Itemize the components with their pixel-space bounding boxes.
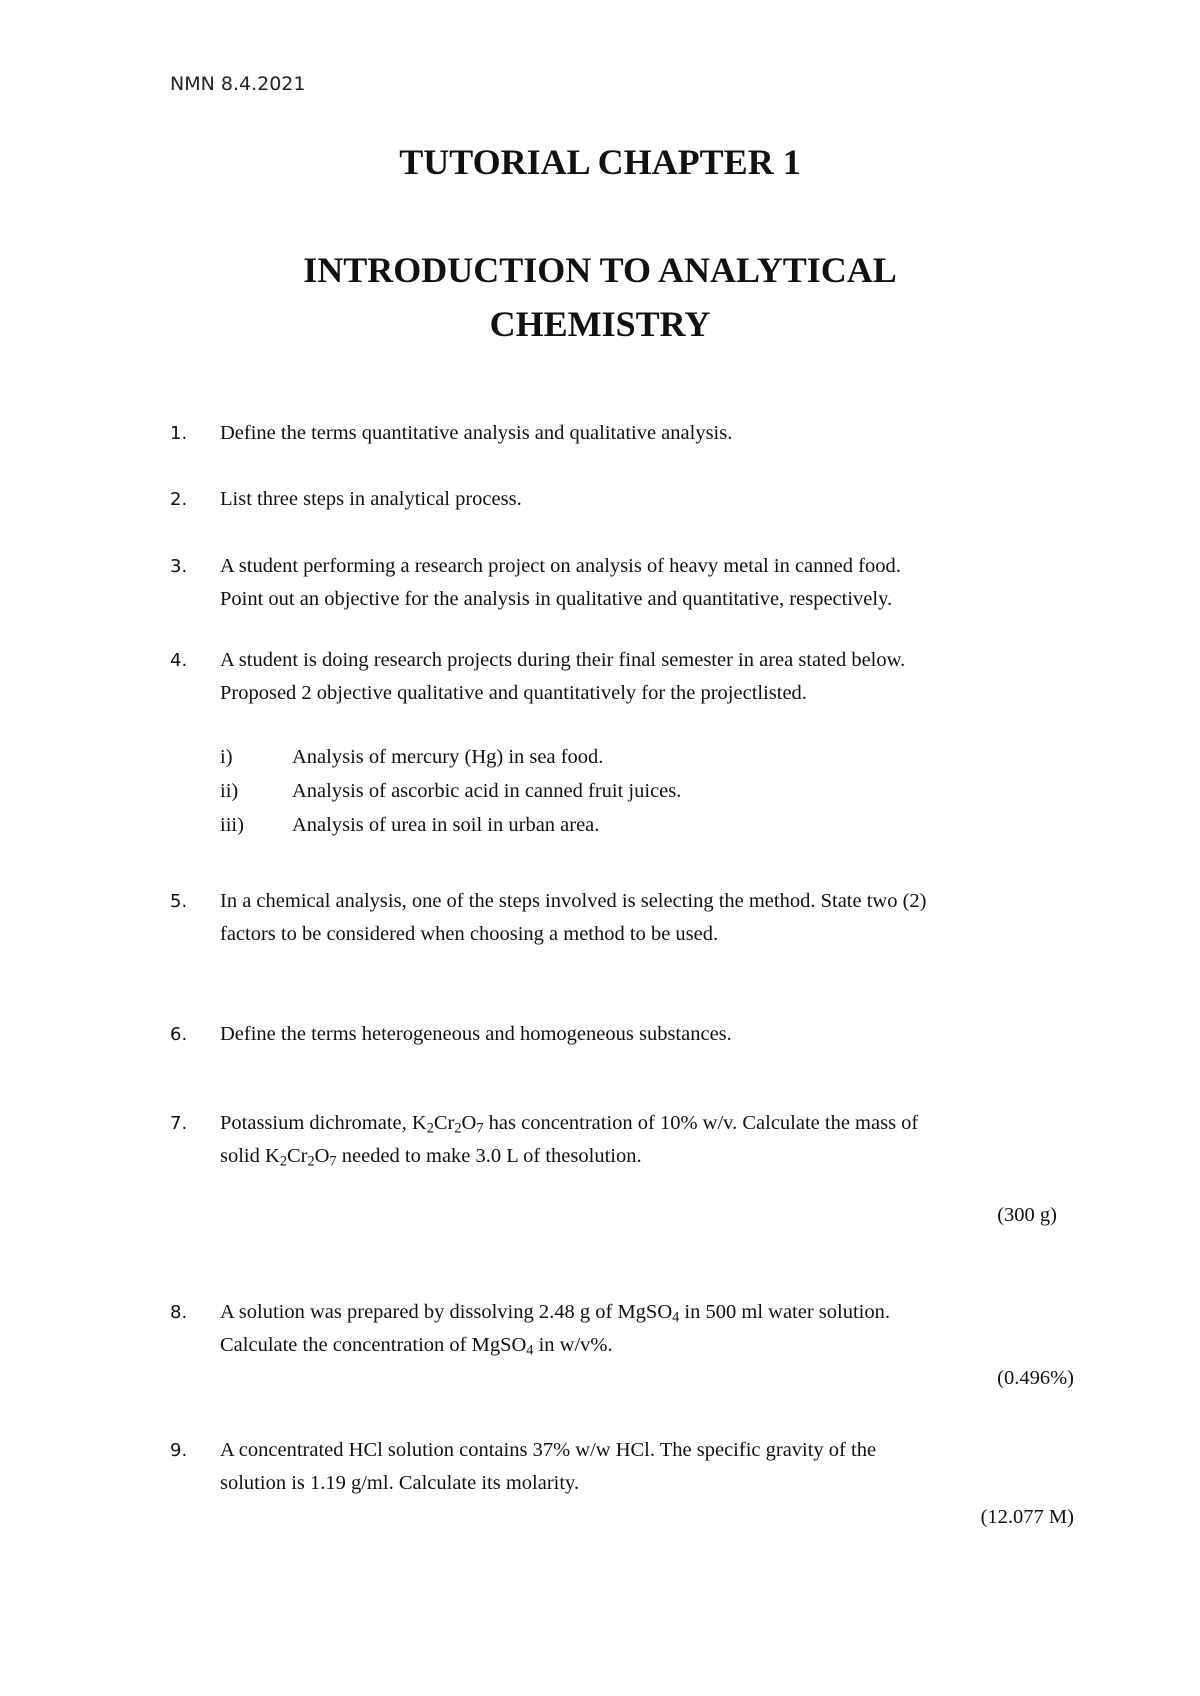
question-text bbox=[220, 1434, 1100, 1500]
subscript: 4 bbox=[526, 1342, 534, 1359]
text-run: Cr bbox=[433, 1112, 455, 1134]
question-text bbox=[220, 885, 1100, 951]
title-line-2: INTRODUCTION TO ANALYTICAL bbox=[303, 250, 897, 290]
question-number: 6. bbox=[170, 1024, 188, 1045]
question-number: 1. bbox=[170, 423, 188, 444]
question-text bbox=[220, 550, 1100, 616]
sub-item-text: Analysis of urea in soil in urban area. bbox=[292, 814, 600, 836]
question-line: A concentrated HCl solution contains 37% w/w HCl. The specific gravity of the bbox=[220, 1439, 877, 1461]
question-number: 2. bbox=[170, 489, 188, 510]
text-run: Calculate the concentration of MgSO bbox=[220, 1334, 527, 1356]
text-run: needed to make 3.0 L of thesolution. bbox=[336, 1145, 642, 1167]
title-line-1: TUTORIAL CHAPTER 1 bbox=[399, 142, 801, 182]
question-number: 8. bbox=[170, 1302, 188, 1323]
question-text bbox=[220, 1107, 1100, 1173]
question-number: 4. bbox=[170, 650, 188, 671]
subscript: 2 bbox=[454, 1120, 462, 1137]
text-run: in 500 ml water solution. bbox=[679, 1301, 890, 1323]
text-run: solid K bbox=[220, 1145, 280, 1167]
text-run: O bbox=[314, 1145, 330, 1167]
question-text: Define the terms heterogeneous and homogeneous substances. bbox=[220, 1023, 732, 1045]
answer-8: (0.496%) bbox=[997, 1367, 1074, 1389]
title-line-3: CHEMISTRY bbox=[489, 304, 711, 344]
subscript: 7 bbox=[476, 1120, 484, 1137]
question-number: 9. bbox=[170, 1440, 188, 1461]
question-text bbox=[220, 644, 1100, 710]
sub-item-text: Analysis of mercury (Hg) in sea food. bbox=[292, 746, 604, 768]
question-line: In a chemical analysis, one of the steps involved is selecting the method. State two (2) bbox=[220, 890, 927, 912]
sub-item-ii bbox=[220, 775, 681, 808]
question-line: A student is doing research projects during their final semester in area stated below. bbox=[220, 649, 906, 671]
text-run: O bbox=[461, 1112, 477, 1134]
subscript: 4 bbox=[672, 1309, 680, 1326]
question-number: 3. bbox=[170, 556, 188, 577]
text-run: in w/v%. bbox=[533, 1334, 613, 1356]
question-text: Define the terms quantitative analysis and qualitative analysis. bbox=[220, 422, 733, 444]
answer-9: (12.077 M) bbox=[980, 1506, 1074, 1528]
answer-7: (300 g) bbox=[997, 1204, 1057, 1226]
question-line: A student performing a research project on analysis of heavy metal in canned food. bbox=[220, 555, 901, 577]
question-text bbox=[220, 1296, 1100, 1362]
question-number: 7. bbox=[170, 1113, 188, 1134]
text-run: has concentration of 10% w/v. Calculate the mass of bbox=[483, 1112, 919, 1134]
subscript: 2 bbox=[307, 1153, 315, 1170]
sub-item-label: ii) bbox=[220, 780, 239, 802]
question-text: List three steps in analytical process. bbox=[220, 488, 522, 510]
sub-item-iii bbox=[220, 809, 599, 842]
sub-item-label: i) bbox=[220, 746, 233, 768]
question-line: factors to be considered when choosing a method to be used. bbox=[220, 923, 719, 945]
sub-item-text: Analysis of ascorbic acid in canned fruit juices. bbox=[292, 780, 682, 802]
question-line: Point out an objective for the analysis in qualitative and quantitative, respectively. bbox=[220, 588, 893, 610]
subscript: 2 bbox=[426, 1120, 434, 1137]
header-note: NMN 8.4.2021 bbox=[170, 73, 306, 95]
text-run: Potassium dichromate, K bbox=[220, 1112, 427, 1134]
text-run: Cr bbox=[286, 1145, 308, 1167]
question-line: Proposed 2 objective qualitative and quantitatively for the projectlisted. bbox=[220, 682, 807, 704]
question-number: 5. bbox=[170, 891, 188, 912]
subscript: 7 bbox=[329, 1153, 337, 1170]
sub-item-label: iii) bbox=[220, 814, 244, 836]
sub-item-i bbox=[220, 741, 603, 774]
question-line: solution is 1.19 g/ml. Calculate its molarity. bbox=[220, 1472, 580, 1494]
text-run: A solution was prepared by dissolving 2.48 g of MgSO bbox=[220, 1301, 673, 1323]
subscript: 2 bbox=[279, 1153, 287, 1170]
